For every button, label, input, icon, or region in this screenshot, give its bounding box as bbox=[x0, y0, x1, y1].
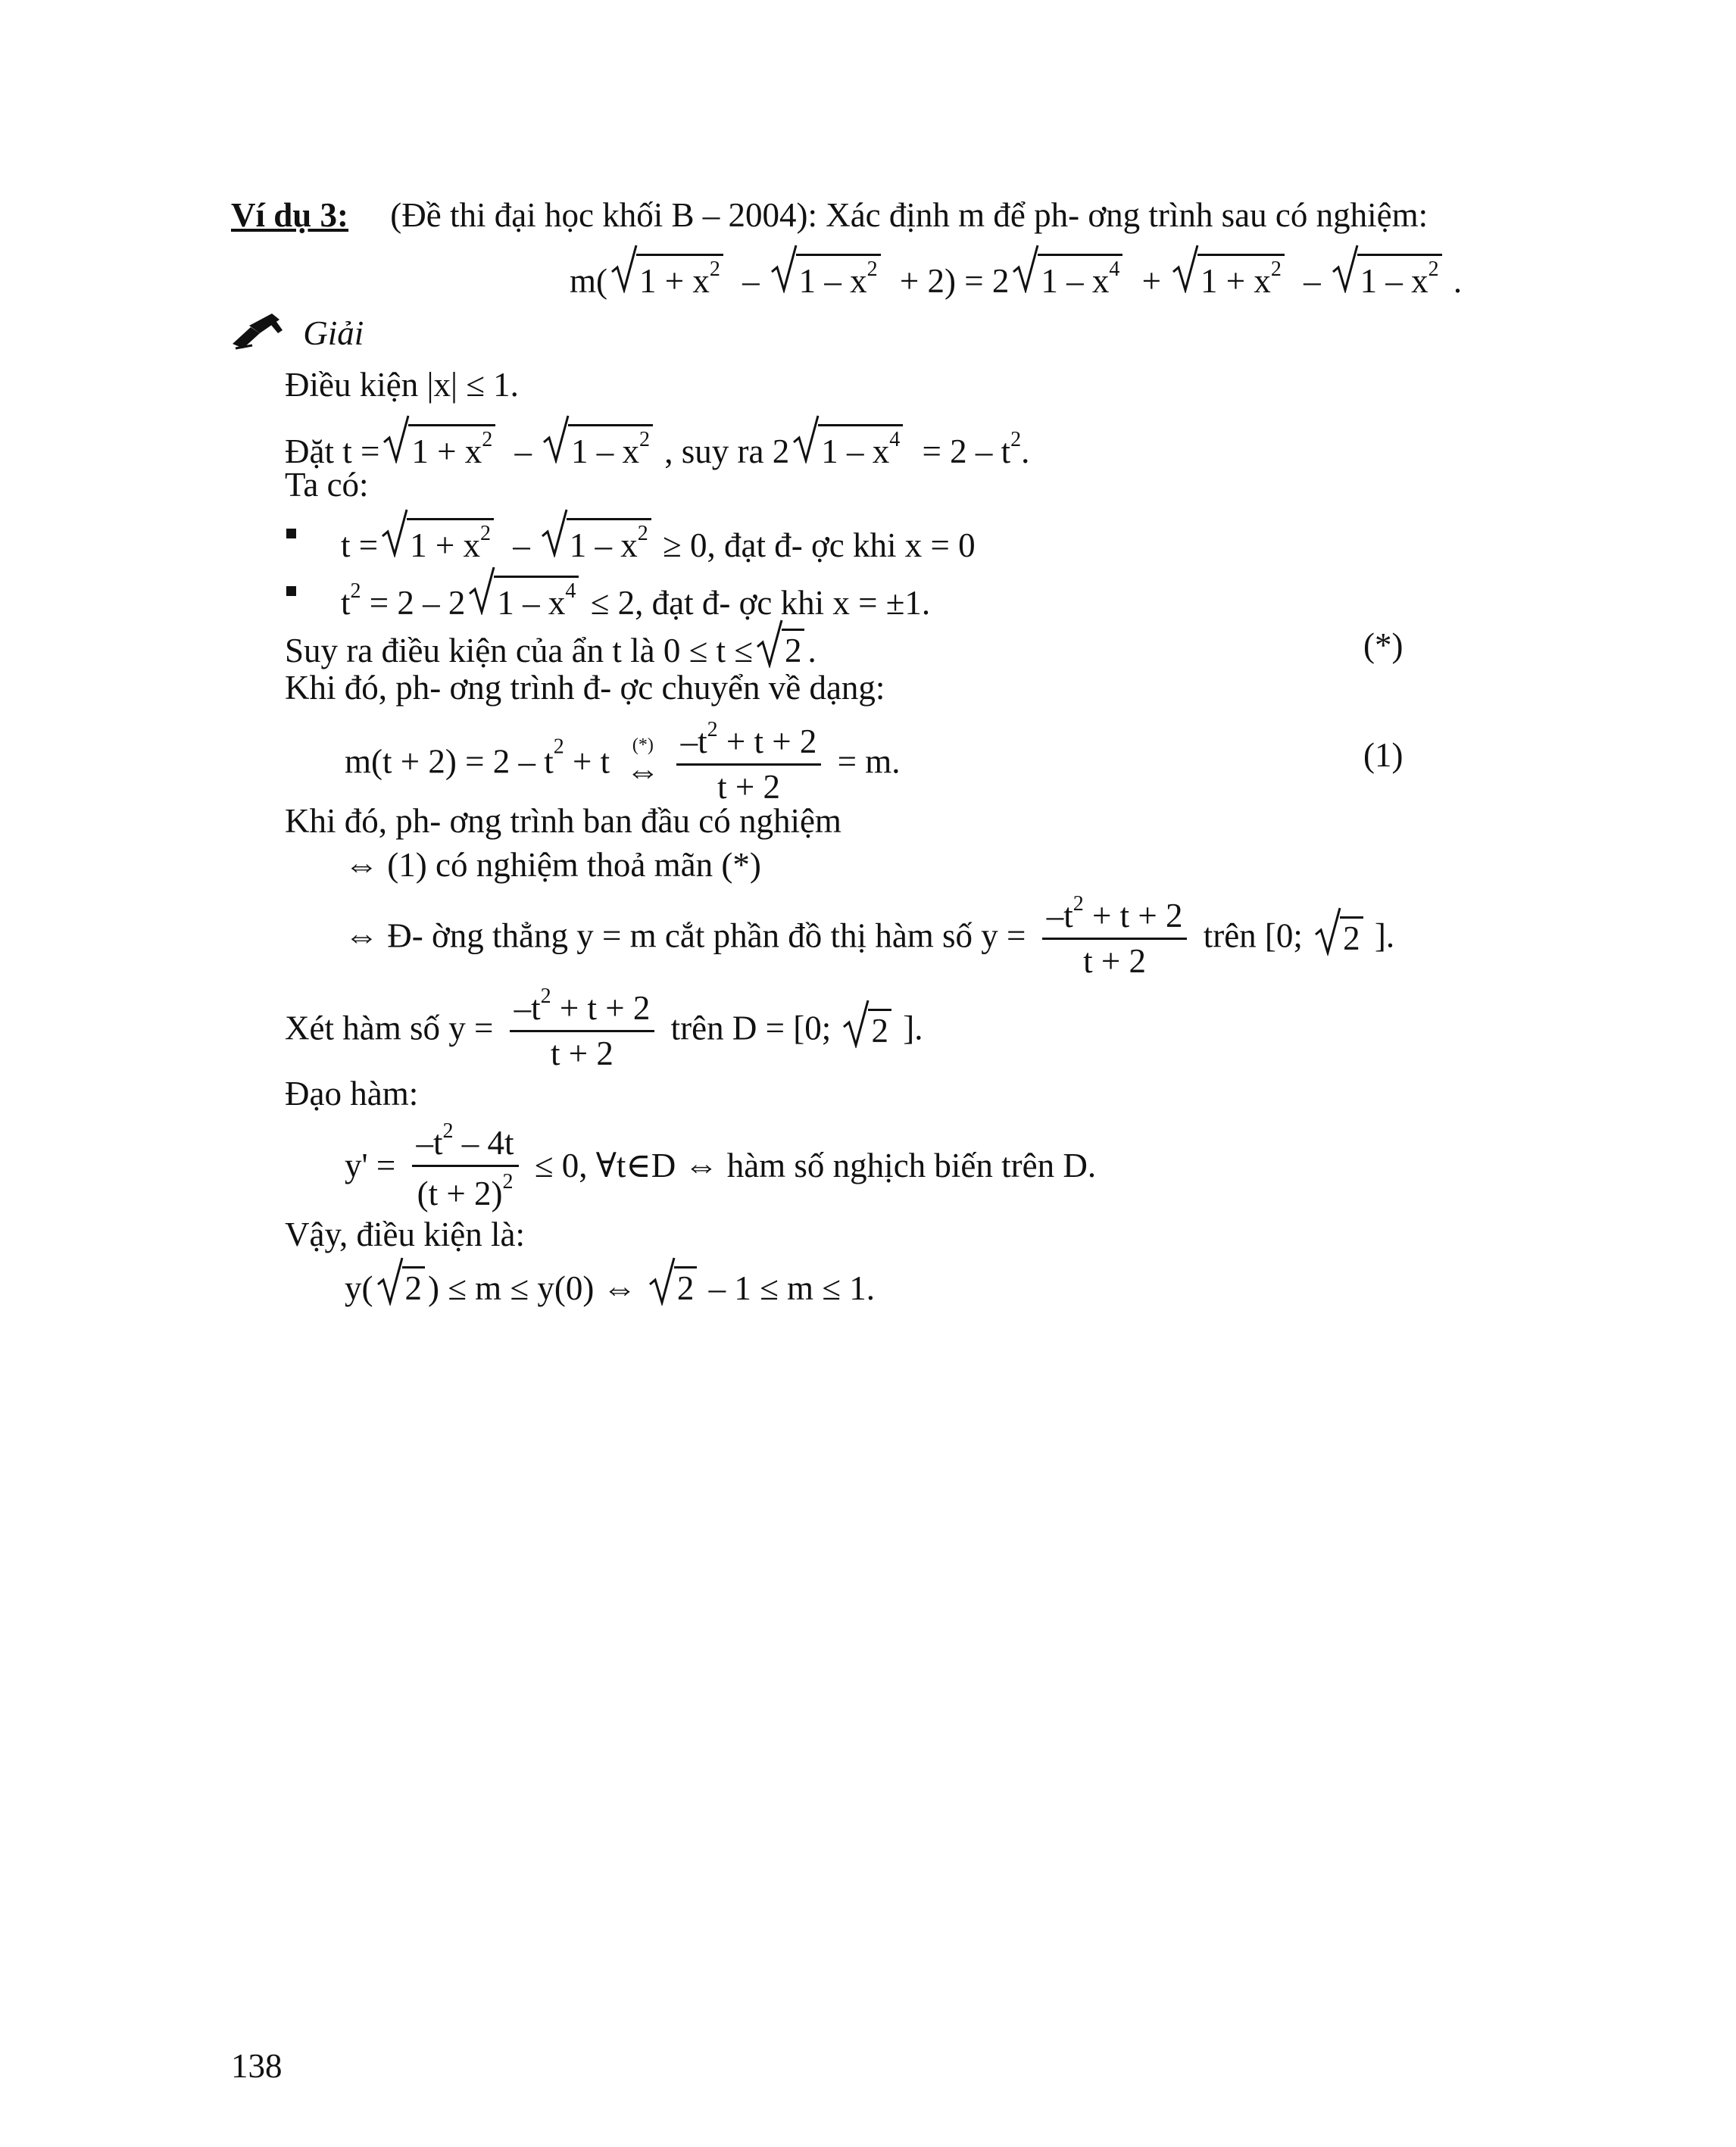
eq-text: m( bbox=[570, 262, 607, 300]
text: ≤ 0, ∀t∈D ⇔ hàm số nghịch biến trên D. bbox=[534, 1147, 1097, 1184]
consider-function bbox=[285, 986, 923, 1071]
sqrt bbox=[381, 518, 494, 563]
text: y( bbox=[345, 1269, 373, 1307]
radicand: 1 + x bbox=[410, 526, 481, 564]
exponent: 2 bbox=[482, 428, 493, 451]
iff-line-1: ⇔ (1) có nghiệm thoả mãn (*) bbox=[345, 846, 761, 884]
text: = 2 – t bbox=[922, 432, 1011, 470]
equation-tag-1: (1) bbox=[1363, 736, 1403, 774]
radicand: 2 bbox=[784, 632, 802, 669]
exponent: 2 bbox=[480, 522, 492, 545]
page-number: 138 bbox=[231, 2047, 283, 2085]
solution-title: Giải bbox=[303, 314, 364, 352]
problem-statement: (Đề thi đại học khối B – 2004): Xác định m để ph- ơng trình sau có nghiệm: bbox=[390, 196, 1428, 234]
radicand: 1 – x bbox=[821, 432, 890, 470]
eq-text: . bbox=[1453, 262, 1463, 300]
sqrt bbox=[376, 1266, 426, 1306]
text: Đặt t = bbox=[285, 432, 380, 470]
text: m(t + 2) = 2 – t bbox=[345, 742, 554, 781]
text: + t + 2 bbox=[726, 722, 817, 760]
eq-text: – bbox=[742, 262, 760, 300]
text: – bbox=[514, 432, 532, 470]
exponent: 2 bbox=[553, 735, 564, 759]
sqrt bbox=[792, 424, 903, 469]
exponent: 2 bbox=[866, 257, 878, 281]
text: –t bbox=[514, 989, 541, 1027]
text: – 1 ≤ m ≤ 1. bbox=[708, 1269, 876, 1307]
original-has-root: Khi đó, ph- ơng trình ban đầu có nghiệm bbox=[285, 802, 841, 840]
bullet-marker bbox=[286, 586, 296, 596]
sqrt bbox=[842, 1009, 891, 1048]
equation-1 bbox=[345, 719, 901, 804]
sqrt bbox=[382, 424, 495, 469]
text: . bbox=[807, 632, 816, 669]
exponent: 2 bbox=[442, 1119, 454, 1143]
derivative-heading: Đạo hàm: bbox=[285, 1075, 419, 1113]
radicand: 2 bbox=[871, 1012, 888, 1050]
text: y' = bbox=[345, 1147, 396, 1184]
sqrt bbox=[468, 576, 579, 620]
radicand: 1 + x bbox=[411, 432, 482, 470]
substitution-line bbox=[285, 424, 1029, 469]
exponent: 2 bbox=[1428, 257, 1439, 281]
text: = 2 – 2 bbox=[369, 584, 466, 622]
exponent: 2 bbox=[540, 985, 551, 1008]
sqrt-4 bbox=[1172, 254, 1285, 298]
radicand: 1 – x bbox=[569, 526, 638, 564]
fraction bbox=[412, 1121, 519, 1211]
fraction bbox=[510, 986, 655, 1071]
final-result bbox=[345, 1266, 875, 1306]
text: + t + 2 bbox=[1091, 897, 1183, 935]
iff-symbol: ⇔ bbox=[626, 751, 660, 790]
text: t = bbox=[341, 526, 379, 564]
text: ]. bbox=[903, 1009, 923, 1047]
denominator: t + 2 bbox=[717, 768, 780, 806]
text: t bbox=[341, 584, 351, 622]
radicand: 2 bbox=[404, 1269, 422, 1307]
text: , suy ra 2 bbox=[664, 432, 790, 470]
denominator: t + 2 bbox=[551, 1034, 614, 1072]
star-note: (*) bbox=[632, 735, 654, 755]
sqrt bbox=[541, 518, 651, 563]
condition-line: Điều kiện |x| ≤ 1. bbox=[285, 366, 519, 404]
text: = m. bbox=[837, 742, 901, 781]
text: –t bbox=[1046, 897, 1073, 935]
exponent: 4 bbox=[565, 579, 576, 603]
text: + t bbox=[573, 742, 610, 781]
sqrt bbox=[648, 1266, 698, 1306]
exponent: 2 bbox=[502, 1170, 514, 1194]
fraction bbox=[1042, 894, 1188, 978]
eq-text: + bbox=[1141, 262, 1162, 300]
denominator: t + 2 bbox=[1083, 942, 1147, 980]
sqrt bbox=[1314, 916, 1363, 956]
writing-hand-icon bbox=[229, 311, 284, 356]
radicand: 2 bbox=[676, 1269, 695, 1307]
exponent: 2 bbox=[1270, 257, 1282, 281]
eq-text: – bbox=[1304, 262, 1321, 300]
text: –t bbox=[680, 722, 707, 760]
exponent: 2 bbox=[350, 579, 361, 603]
sqrt-5 bbox=[1332, 254, 1442, 298]
iff-with-star bbox=[626, 736, 660, 788]
sqrt-2 bbox=[770, 254, 881, 298]
denominator: (t + 2) bbox=[417, 1175, 503, 1212]
text: ≥ 0, đạt đ- ợc khi x = 0 bbox=[663, 526, 976, 564]
example-heading bbox=[231, 198, 1428, 232]
example-label: Ví dụ 3: bbox=[231, 196, 349, 234]
conclusion-heading: Vậy, điều kiện là: bbox=[285, 1215, 525, 1253]
text: Suy ra điều kiện của ẩn t là 0 ≤ t ≤ bbox=[285, 632, 753, 669]
text: ]. bbox=[1374, 916, 1395, 955]
main-equation bbox=[570, 254, 1462, 298]
radicand: 1 – x bbox=[1041, 262, 1110, 300]
sqrt bbox=[756, 629, 805, 668]
equation-tag-star: (*) bbox=[1363, 626, 1403, 664]
iff-line-2 bbox=[345, 894, 1394, 978]
transform-line: Khi đó, ph- ơng trình đ- ợc chuyển về dạng: bbox=[285, 669, 885, 707]
radicand: 1 – x bbox=[571, 432, 639, 470]
text: ) ≤ m ≤ y(0) ⇔ bbox=[428, 1269, 637, 1307]
eq-text: + 2) = 2 bbox=[899, 262, 1010, 300]
fraction bbox=[676, 719, 822, 804]
exponent: 2 bbox=[639, 428, 650, 451]
text: ⇔ Đ- ờng thẳng y = m cắt phần đồ thị hàm số y = bbox=[345, 916, 1026, 955]
text: . bbox=[1021, 432, 1030, 470]
text: –t bbox=[416, 1124, 443, 1162]
sqrt-1 bbox=[610, 254, 723, 298]
radicand: 1 – x bbox=[798, 262, 867, 300]
text: – bbox=[513, 526, 530, 564]
bullet-2 bbox=[341, 576, 930, 620]
sqrt-3 bbox=[1012, 254, 1122, 298]
exponent: 4 bbox=[889, 428, 901, 451]
ta-co: Ta có: bbox=[285, 466, 369, 504]
text: trên D = [0; bbox=[670, 1009, 832, 1047]
radicand: 1 + x bbox=[639, 262, 710, 300]
text: + t + 2 bbox=[559, 989, 651, 1027]
exponent: 2 bbox=[1073, 892, 1084, 916]
exponent: 2 bbox=[709, 257, 720, 281]
exponent: 2 bbox=[637, 522, 648, 545]
radicand: 1 – x bbox=[497, 584, 566, 622]
bullet-1 bbox=[341, 518, 976, 563]
bullet-marker bbox=[286, 529, 296, 538]
exponent: 2 bbox=[1010, 428, 1022, 451]
text: ≤ 2, đạt đ- ợc khi x = ±1. bbox=[590, 584, 931, 622]
radicand: 1 + x bbox=[1201, 262, 1271, 300]
derivative-line bbox=[345, 1121, 1096, 1211]
text: – 4t bbox=[461, 1124, 514, 1162]
sqrt bbox=[542, 424, 653, 469]
solution-heading bbox=[229, 311, 364, 356]
radicand: 2 bbox=[1343, 919, 1360, 957]
exponent: 2 bbox=[707, 718, 718, 741]
text: Xét hàm số y = bbox=[285, 1009, 494, 1047]
text: trên [0; bbox=[1203, 916, 1303, 955]
t-condition-line bbox=[285, 629, 816, 668]
exponent: 4 bbox=[1109, 257, 1120, 281]
radicand: 1 – x bbox=[1360, 262, 1428, 300]
